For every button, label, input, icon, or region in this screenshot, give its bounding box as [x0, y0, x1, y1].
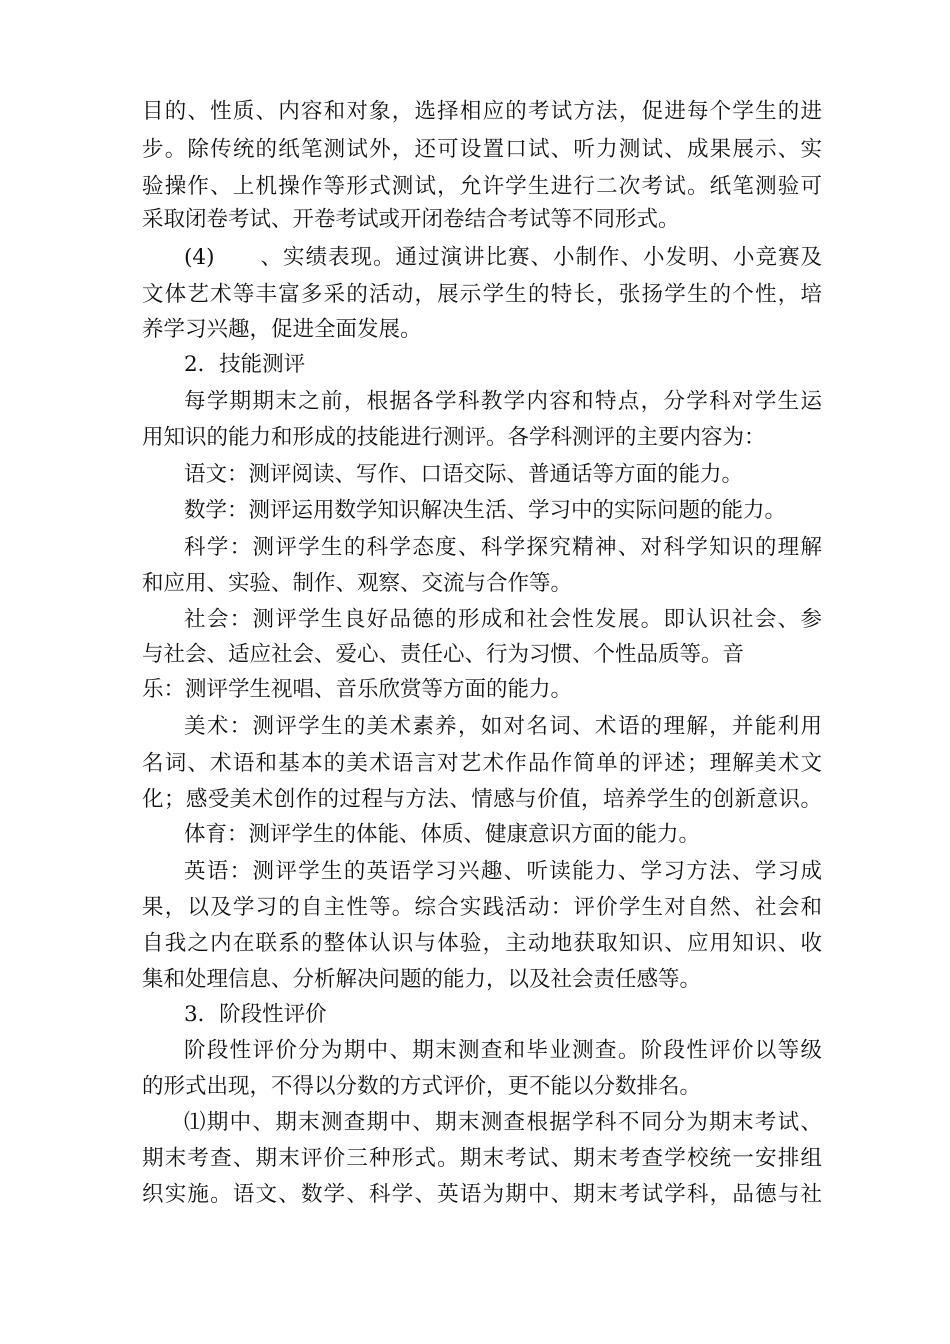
text-line: 用知识的能力和形成的技能进行测评。各学科测评的主要内容为： — [142, 425, 766, 450]
text-line: 体育：测评学生的体能、体质、健康意识方面的能力。 — [184, 822, 701, 847]
section-heading: 2．技能测评 — [184, 352, 306, 377]
text-line: 集和处理信息、分析解决问题的能力，以及社会责任感等。 — [142, 967, 702, 992]
text-line: 美术：测评学生的美术素养，如对名词、术语的理解，并能利用 — [184, 714, 822, 739]
text-line: 果，以及学习的自主性等。综合实践活动：评价学生对自然、社会和 — [142, 895, 822, 920]
text-line: 期末考查、期末评价三种形式。期末考试、期末考查学校统一安排组 — [142, 1146, 822, 1171]
text-line: 采取闭卷考试、开卷考试或开闭卷结合考试等不同形式。 — [142, 207, 680, 232]
text-line: 每学期期末之前，根据各学科教学内容和特点，分学科对学生运 — [184, 389, 822, 414]
text-line: 验操作、上机操作等形式测试，允许学生进行二次考试。纸笔测验可 — [142, 174, 822, 199]
text-line: 织实施。语文、数学、科学、英语为期中、期末考试学科，品德与社 — [142, 1182, 822, 1207]
text-line: 目的、性质、内容和对象，选择相应的考试方法，促进每个学生的进 — [142, 99, 822, 124]
text-line: 与社会、适应社会、爱心、责任心、行为习惯、个性品质等。音 — [142, 642, 745, 667]
text-line: 乐：测评学生视唱、音乐欣赏等方面的能力。 — [142, 677, 573, 702]
text-line: 名词、术语和基本的美术语言对艺术作品作简单的评述；理解美术文 — [142, 751, 822, 776]
text-line: 和应用、实验、制作、观察、交流与合作等。 — [142, 571, 573, 596]
section-heading: 3．阶段性评价 — [184, 1002, 327, 1027]
text-line: 英语：测评学生的英语学习兴趣、听读能力、学习方法、学习成 — [184, 859, 822, 884]
text-line: 数学：测评运用数学知识解决生活、学习中的实际问题的能力。 — [184, 498, 787, 523]
text-line: 社会：测评学生良好品德的形成和社会性发展。即认识社会、参 — [184, 607, 822, 632]
text-line: 科学：测评学生的科学态度、科学探究精神、对科学知识的理解 — [184, 535, 822, 560]
text-line: (4) 、实绩表现。通过演讲比赛、小制作、小发明、小竞赛及 — [184, 245, 822, 270]
text-line: 自我之内在联系的整体认识与体验，主动地获取知识、应用知识、收 — [142, 931, 822, 956]
text-line: 的形式出现，不得以分数的方式评价，更不能以分数排名。 — [142, 1074, 702, 1099]
text-line: 养学习兴趣，促进全面发展。 — [142, 317, 422, 342]
text-line: 语文：测评阅读、写作、口语交际、普通话等方面的能力。 — [184, 462, 744, 487]
text-line: 化；感受美术创作的过程与方法、情感与价值，培养学生的创新意识。 — [142, 787, 822, 812]
text-line: 阶段性评价分为期中、期末测查和毕业测查。阶段性评价以等级 — [184, 1038, 822, 1063]
text-line: ⑴期中、期末测查期中、期末测查根据学科不同分为期末考试、 — [184, 1110, 822, 1135]
text-line: 文体艺术等丰富多采的活动，展示学生的特长，张扬学生的个性，培 — [142, 282, 822, 307]
text-line: 步。除传统的纸笔测试外，还可设置口试、听力测试、成果展示、实 — [142, 137, 822, 162]
